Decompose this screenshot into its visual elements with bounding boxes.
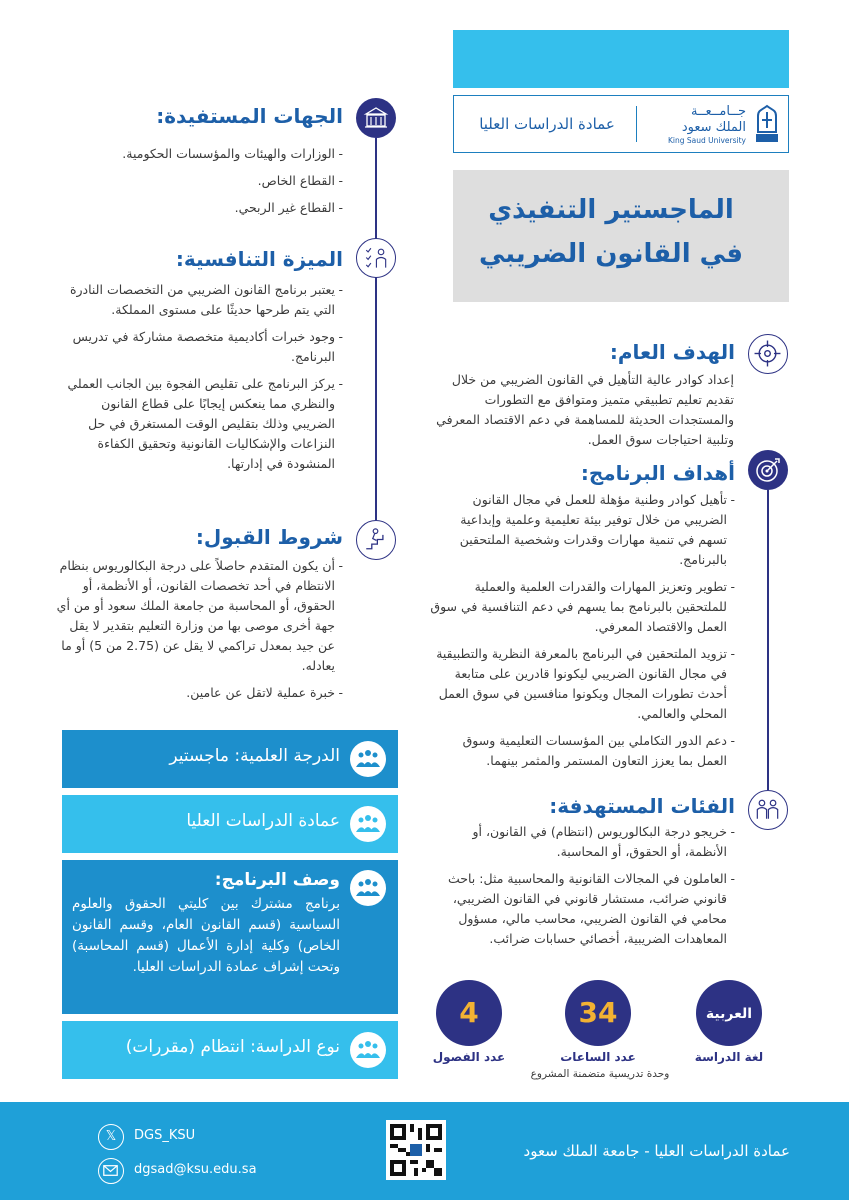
target-icon: [748, 334, 788, 374]
semesters-label: عدد الفصول: [432, 1050, 506, 1064]
language-badge: العربية: [696, 980, 762, 1046]
general-goal-heading: الهدف العام:: [609, 340, 735, 364]
program-goals-list: [430, 490, 735, 778]
university-logo-box: [453, 95, 789, 153]
checklist-person-icon: [356, 238, 396, 278]
list-item: - خبرة عملية لاتقل عن عامين.: [56, 683, 343, 703]
study-type-box: [62, 1021, 398, 1079]
competitive-list: [56, 280, 343, 481]
study-type-text: نوع الدراسة: انتظام (مقررات): [125, 1037, 340, 1057]
degree-box: [62, 730, 398, 788]
timeline-line-left: [375, 138, 377, 520]
people-icon: [350, 870, 386, 906]
twitter-handle[interactable]: DGS_KSU: [134, 1128, 196, 1143]
list-item: - القطاع الخاص.: [60, 171, 343, 191]
timeline-line-right: [767, 490, 769, 790]
list-item: - يركز البرنامج على تقليص الفجوة بين الجانب العملي والنظري مما ينعكس إيجابًا على قطاع القانون الضريبي وذلك بتقليص الوقت المستغرق في حل النزاعات والإشكاليات القانونية وتحقيق الكفاءة المنشودة في إدارتها.: [56, 374, 343, 474]
dart-goal-icon: [748, 450, 788, 490]
list-item: - أن يكون المتقدم حاصلاً على درجة البكالوريوس بنظام الانتظام في أحد تخصصات القانون، أو الأنظمة، أو الحقوق، أو المحاسبة من جامعة الملك سعود أو من أي جهة أخرى موصى بها من وزارة التعليم بتقدير لا يقل عن جيد بمعدل تراكمي لا يقل عن (2.75 من 5) أو ما يعادله.: [56, 556, 343, 676]
degree-text: الدرجة العلمية: ماجستير: [169, 746, 340, 766]
hours-label: عدد الساعات: [560, 1050, 636, 1064]
email-address[interactable]: dgsad@ksu.edu.sa: [134, 1162, 257, 1177]
logo-divider: [636, 106, 637, 142]
hours-badge: 34: [565, 980, 631, 1046]
language-label: لغة الدراسة: [694, 1050, 764, 1064]
deanship-name: عمادة الدراسات العليا: [479, 115, 615, 133]
semesters-badge: 4: [436, 980, 502, 1046]
list-item: - يعتبر برنامج القانون الضريبي من التخصصات النادرة التي يتم طرحها حديثًا على مستوى المملكة.: [56, 280, 343, 320]
admission-list: [56, 556, 343, 710]
list-item: - خريجو درجة البكالوريوس (انتظام) في القانون، أو الأنظمة، أو الحقوق، أو المحاسبة.: [436, 822, 735, 862]
beneficiaries-list: [60, 144, 343, 225]
program-title: الماجستير التنفيذي في القانون الضريبي: [479, 195, 743, 269]
general-goal-text: إعداد كوادر عالية التأهيل في القانون الضريبي من خلال تقديم تعليم تطبيقي متميز ومتوافق مع التطورات والمستجدات الحديثة للمساهمة في دعم الاقتصاد المعرفي وتلبية احتياجات سوق العمل.: [436, 372, 734, 447]
ksu-emblem-icon: [750, 102, 784, 146]
qr-code[interactable]: [386, 1120, 446, 1180]
beneficiaries-heading: الجهات المستفيدة:: [156, 104, 343, 128]
deanship-box: [62, 795, 398, 853]
header-accent-bar: [453, 30, 789, 88]
stairs-climb-icon: [356, 520, 396, 560]
list-item: - وجود خبرات أكاديمية متخصصة مشاركة في تدريس البرنامج.: [56, 327, 343, 367]
program-description-box: [62, 860, 398, 1014]
program-title-box: [453, 170, 789, 302]
list-item: - تزويد الملتحقين في البرنامج بالمعرفة النظرية والتطبيقية في مجال القانون الضريبي ليكونوا قادرين على متابعة أحدث تطورات المجال ويكونوا منافسين في سوق العمل المحلي والعالمي.: [430, 644, 735, 724]
email-icon[interactable]: [98, 1158, 124, 1184]
competitive-heading: الميزة التنافسية:: [175, 247, 343, 271]
target-groups-list: [436, 822, 735, 956]
university-name-en: King Saud University: [668, 136, 746, 145]
people-icon: [350, 806, 386, 842]
university-name-ar: جــامــعــة الملك سعود: [681, 104, 746, 135]
people-icon: [350, 741, 386, 777]
hours-note: وحدة تدريسية متضمنة المشروع: [530, 1068, 670, 1080]
description-text: برنامج مشترك بين كليتي الحقوق والعلوم السياسية (قسم القانون العام، وقسم القانون الخاص) وكلية إدارة الأعمال (قسم المحاسبة) وتحت إشراف عمادة الدراسات العليا.: [72, 896, 340, 975]
list-item: - دعم الدور التكاملي بين المؤسسات التعليمية وسوق العمل بما يعزز التعاون المستمر والمثمر بينهما.: [430, 731, 735, 771]
list-item: - العاملون في المجالات القانونية والمحاسبية مثل: باحث قانوني ضرائب، مستشار قانوني في القانون الضريبي، محامي في القانون الضريبي، محاسب مالي، مسؤول المعاهدات الضريبية، أخصائي حسابات ضرائب.: [436, 869, 735, 949]
footer-org-name: عمادة الدراسات العليا - جامعة الملك سعود: [523, 1142, 790, 1160]
list-item: - تأهيل كوادر وطنية مؤهلة للعمل في مجال القانون الضريبي من خلال توفير بيئة تعليمية وعلمية وإبداعية تسهم في تنمية مهارات وقدرات وشخصية الملتحقين بالبرنامج.: [430, 490, 735, 570]
list-item: - تطوير وتعزيز المهارات والقدرات العلمية والعملية للملتحقين بالبرنامج بما يسهم في دعم التنافسية في سوق العمل والاقتصاد المعرفي.: [430, 577, 735, 637]
people-group-icon: [748, 790, 788, 830]
list-item: - الوزارات والهيئات والمؤسسات الحكومية.: [60, 144, 343, 164]
description-heading: وصف البرنامج:: [214, 870, 340, 890]
people-icon: [350, 1032, 386, 1068]
x-twitter-icon[interactable]: 𝕏: [98, 1124, 124, 1150]
list-item: - القطاع غير الربحي.: [60, 198, 343, 218]
target-groups-heading: الفئات المستهدفة:: [549, 794, 735, 818]
admission-heading: شروط القبول:: [195, 525, 343, 549]
deanship-text: عمادة الدراسات العليا: [186, 811, 340, 831]
building-icon: [356, 98, 396, 138]
program-goals-heading: أهداف البرنامج:: [580, 461, 735, 485]
footer: [0, 1102, 849, 1200]
